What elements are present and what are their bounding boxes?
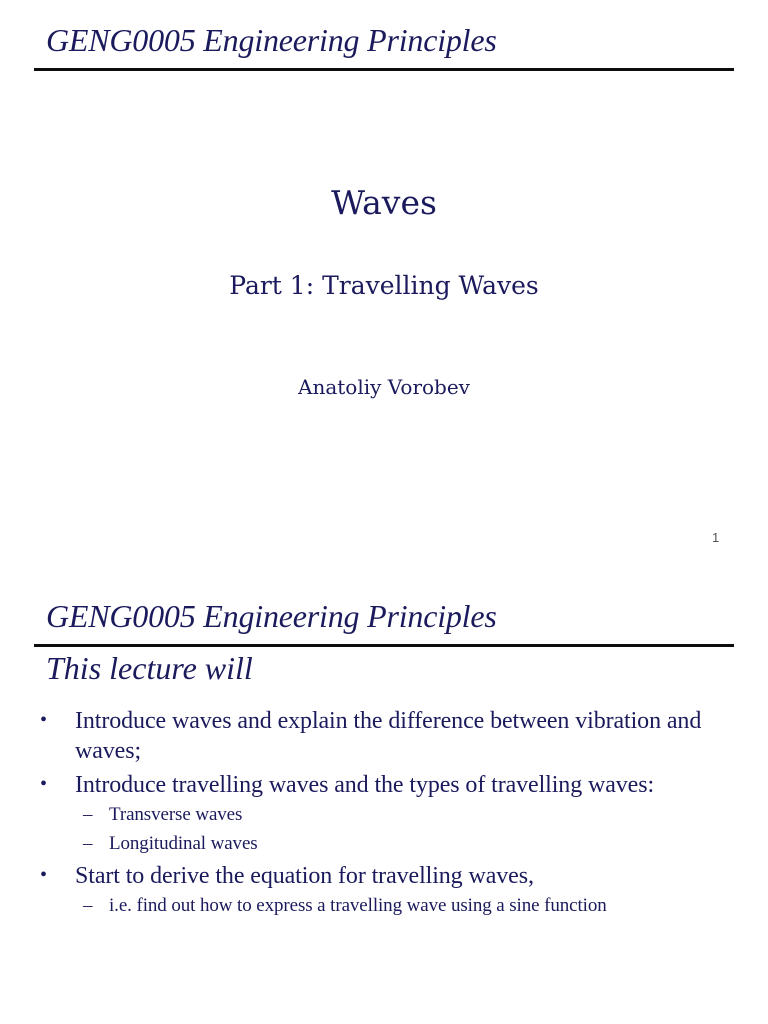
bullet-item (40, 770, 720, 857)
sub-bullet-text: Transverse waves (109, 804, 243, 825)
bullet-item (40, 861, 720, 919)
section-heading: This lecture will (46, 650, 253, 686)
dash-icon: – (83, 804, 93, 825)
header-divider (34, 68, 734, 71)
dash-icon: – (83, 833, 93, 854)
sub-bullet-list (75, 893, 720, 919)
lecture-title: Waves (331, 183, 437, 222)
sub-bullet-text: Longitudinal waves (109, 833, 258, 854)
bullet-dot-icon: • (40, 709, 47, 731)
bullet-dot-icon: • (40, 773, 47, 795)
author-name: Anatoliy Vorobev (298, 375, 470, 399)
dash-icon: – (83, 895, 93, 916)
bullet-text: Start to derive the equation for travelling waves, (75, 863, 534, 889)
course-header: GENG0005 Engineering Principles (46, 22, 497, 58)
sub-bullet-item (75, 802, 720, 828)
sub-bullet-item (75, 831, 720, 857)
objectives-slide (0, 576, 768, 1024)
bullet-dot-icon: • (40, 864, 47, 886)
bullet-item (40, 706, 720, 766)
sub-bullet-text: i.e. find out how to express a travelling wave using a sine function (109, 895, 607, 916)
bullet-list (40, 706, 720, 923)
bullet-text: Introduce waves and explain the difference between vibration and waves; (75, 708, 702, 764)
bullet-text: Introduce travelling waves and the types of travelling waves: (75, 772, 655, 798)
page-number: 1 (712, 530, 720, 545)
sub-bullet-item (75, 893, 720, 919)
sub-bullet-list (75, 802, 720, 857)
course-header: GENG0005 Engineering Principles (46, 598, 497, 634)
header-divider (34, 644, 734, 647)
lecture-subtitle: Part 1: Travelling Waves (229, 271, 539, 300)
